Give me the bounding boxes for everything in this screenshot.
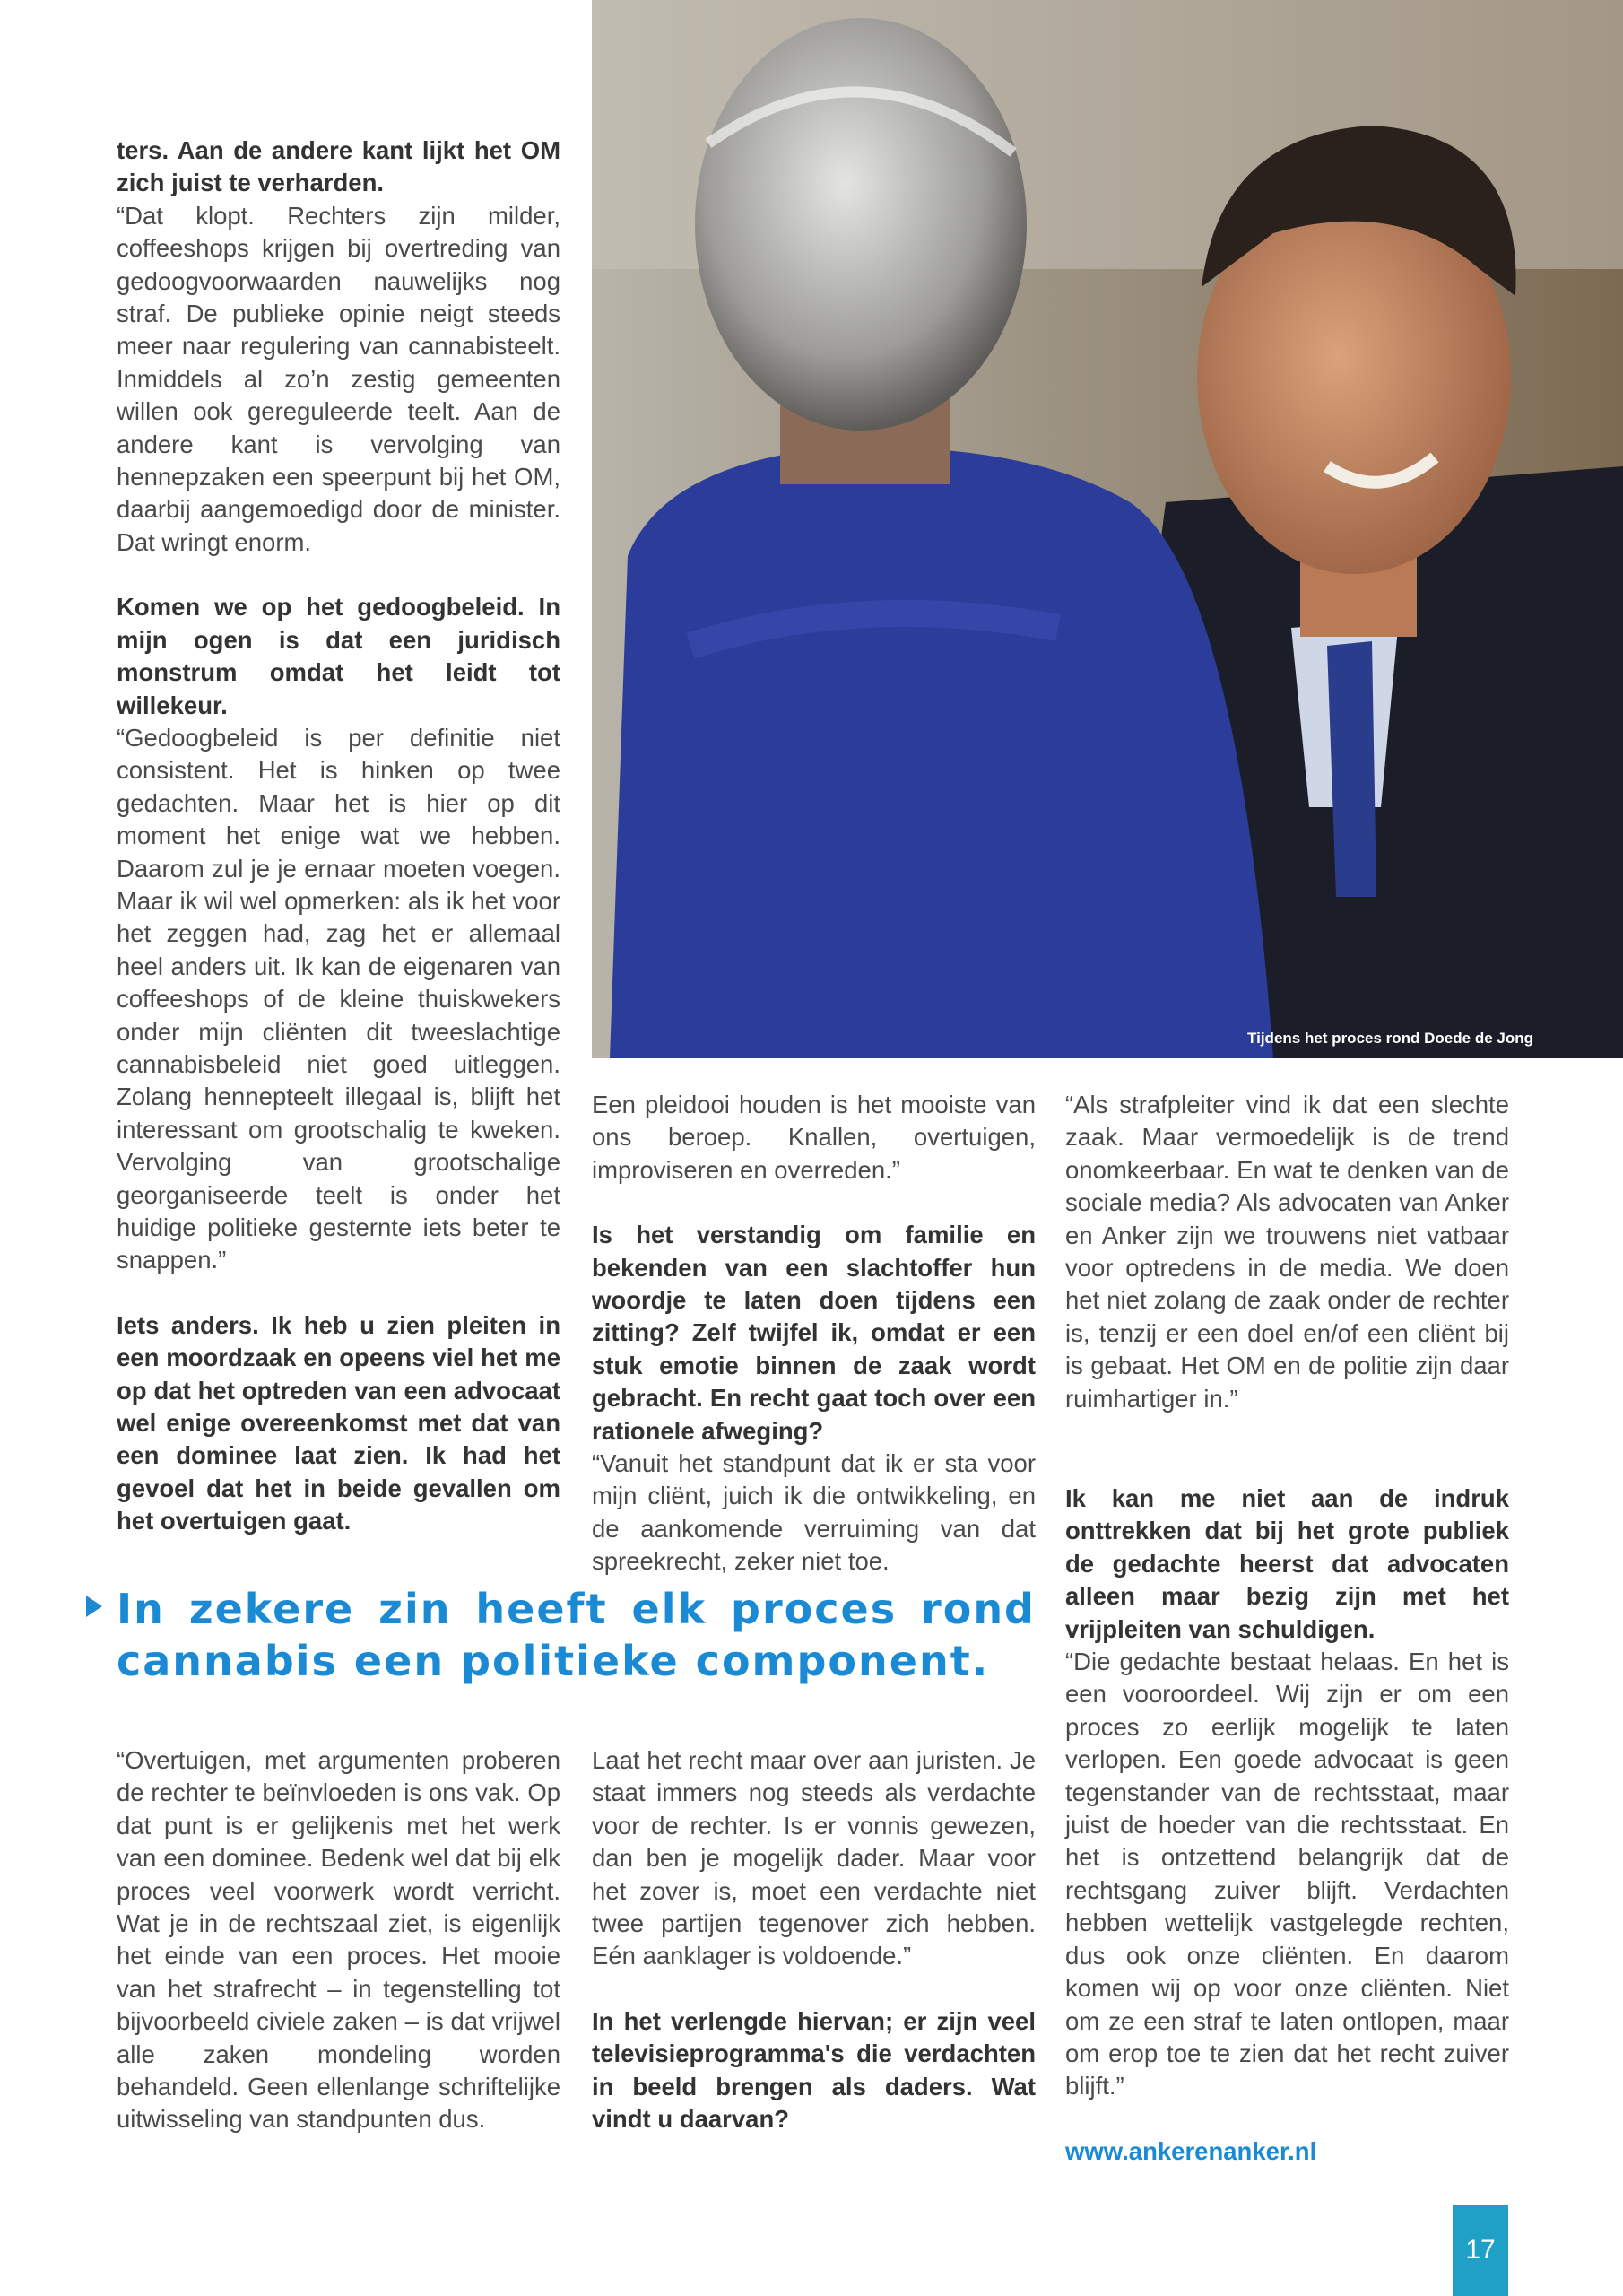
website-link[interactable]: www.ankerenanker.nl <box>1065 2136 1317 2165</box>
interview-answer: “Gedoogbeleid is per definitie niet consistent. Het is hinken op twee gedachten. Maar het is hier op dit moment het enige wat we hebben. Daarom zul je je ernaar moeten voegen. Maar ik wil wel opmerken: als ik het voor het zeggen had, zag het er allemaal heel anders uit. Ik kan de eigenaren van coffeeshops of de kleine thuiskwekers onder mijn cliënten dit tweeslachtige cannabisbeleid niet goed uitleggen. Zolang hennepteelt illegaal is, blijft het interessant om grootschalig te kweken. Vervolging van grootschalige georganiseerde teelt is onder het huidige politieke gesternte iets beter te snappen.” <box>117 723 560 1274</box>
article-column-4 <box>117 1744 560 2136</box>
article-column-3-continued <box>1065 1483 1509 2168</box>
interview-question: Iets anders. Ik heb u zien pleiten in een moordzaak en opeens viel het me op dat het optreden van een advocaat wel enige overeenkomst met dat van een dominee laat zien. Ik had het gevoel dat het in beide gevallen om het overtuigen gaat. <box>117 1310 560 1535</box>
article-column-3 <box>1065 1089 1509 1415</box>
interview-answer: “Als strafpleiter vind ik dat een slechte zaak. Maar vermoedelijk is de trend onomkeerbaar. En wat te denken van de sociale media? Als advocaten van Anker en Anker zijn we trouwens niet vatbaar voor optredens in de media. We doen het niet zolang de zaak onder de rechter is, tenzij er een doel en/of een cliënt bij is gebaat. Het OM en de politie zijn daar ruimhartiger in.” <box>1065 1091 1509 1413</box>
article-photo <box>592 0 1623 1058</box>
interview-answer: “Dat klopt. Rechters zijn milder, coffeeshops krijgen bij overtreding van gedoogvoorwaarden nauwelijks nog straf. De publieke opinie neigt steeds meer naar regulering van cannabisteelt. Inmiddels al zo’n zestig gemeenten willen ook gereguleerde teelt. Aan de andere kant is vervolging van hennepzaken een speerpunt bij het OM, daarbij aangemoedigd door de minister. Dat wringt enorm. <box>117 201 560 556</box>
article-column-2 <box>592 1089 1036 1578</box>
interview-answer: “Die gedachte bestaat helaas. En het is een vooroordeel. Wij zijn er om een proces zo eerlijk mogelijk te laten verlopen. Een goede advocaat is geen tegenstander van de rechtsstaat, maar juist de hoeder van die rechtsstaat. En het is ontzettend belangrijk dat de rechtsgang zuiver blijft. Verdachten hebben wettelijk vastgelegde rechten, dus ook onze cliënten. En daarom komen wij op voor onze cliënten. Niet om ze een straf te laten ontlopen, maar om erop toe te zien dat het recht zuiver blijft.” <box>1065 1648 1509 2100</box>
interview-answer: Laat het recht maar over aan juristen. Je staat immers nog steeds als verdachte voor de rechter. Is er vonnis gewezen, dan ben je mogelijk dader. Maar voor het zover is, moet een verdachte niet twee partijen tegenover zich hebben. Eén aanklager is voldoende.” <box>592 1746 1036 1970</box>
photo-caption: Tijdens het proces rond Doede de Jong <box>1247 1030 1533 1047</box>
interview-answer: Een pleidooi houden is het mooiste van ons beroep. Knallen, overtuigen, improviseren en overreden.” <box>592 1091 1036 1184</box>
article-column-1 <box>117 135 560 1538</box>
interview-question: Ik kan me niet aan de indruk onttrekken dat bij het grote publiek de gedachte heerst dat advocaten alleen maar bezig zijn met het vrijpleiten van schuldigen. <box>1065 1484 1509 1643</box>
pull-quote: In zekere zin heeft elk proces rond cannabis een politieke component. <box>117 1585 1036 1685</box>
interview-question: Komen we op het gedoogbeleid. In mijn ogen is dat een juridisch monstrum omdat het leidt tot willekeur. <box>117 593 560 719</box>
interview-question: Is het verstandig om familie en bekenden van een slachtoffer hun woordje te laten doen tijdens een zitting? Zelf twijfel ik, omdat er een stuk emotie binnen de zaak wordt gebracht. En recht gaat toch over een rationele afweging? <box>592 1221 1036 1445</box>
pull-quote-marker-icon <box>86 1596 102 1617</box>
article-column-5 <box>592 1744 1036 2135</box>
interview-question: In het verlengde hiervan; er zijn veel televisieprogramma's die verdachten in beeld brengen als daders. Wat vindt u daarvan? <box>592 2006 1036 2134</box>
interview-answer: “Vanuit het standpunt dat ik er sta voor mijn cliënt, juich ik die ontwikkeling, en de aankomende verruiming van dat spreekrecht, zeker niet toe. <box>592 1449 1036 1576</box>
interview-answer: “Overtuigen, met argumenten proberen de rechter te beïnvloeden is ons vak. Op dat punt is er gelijkenis met het werk van een dominee. Bedenk wel dat bij elk proces veel voorwerk wordt verricht. Wat je in de rechtszaal ziet, is eigenlijk het einde van een proces. Het mooie van het strafrecht – in tegenstelling tot bijvoorbeeld civiele zaken – is dat vrijwel alle zaken mondeling worden behandeld. Geen ellenlange schriftelijke uitwisseling van standpunten dus. <box>117 1746 560 2134</box>
page-number: 17 <box>1453 2205 1508 2296</box>
interview-question: ters. Aan de andere kant lijkt het OM zich juist te verharden. <box>117 136 560 197</box>
